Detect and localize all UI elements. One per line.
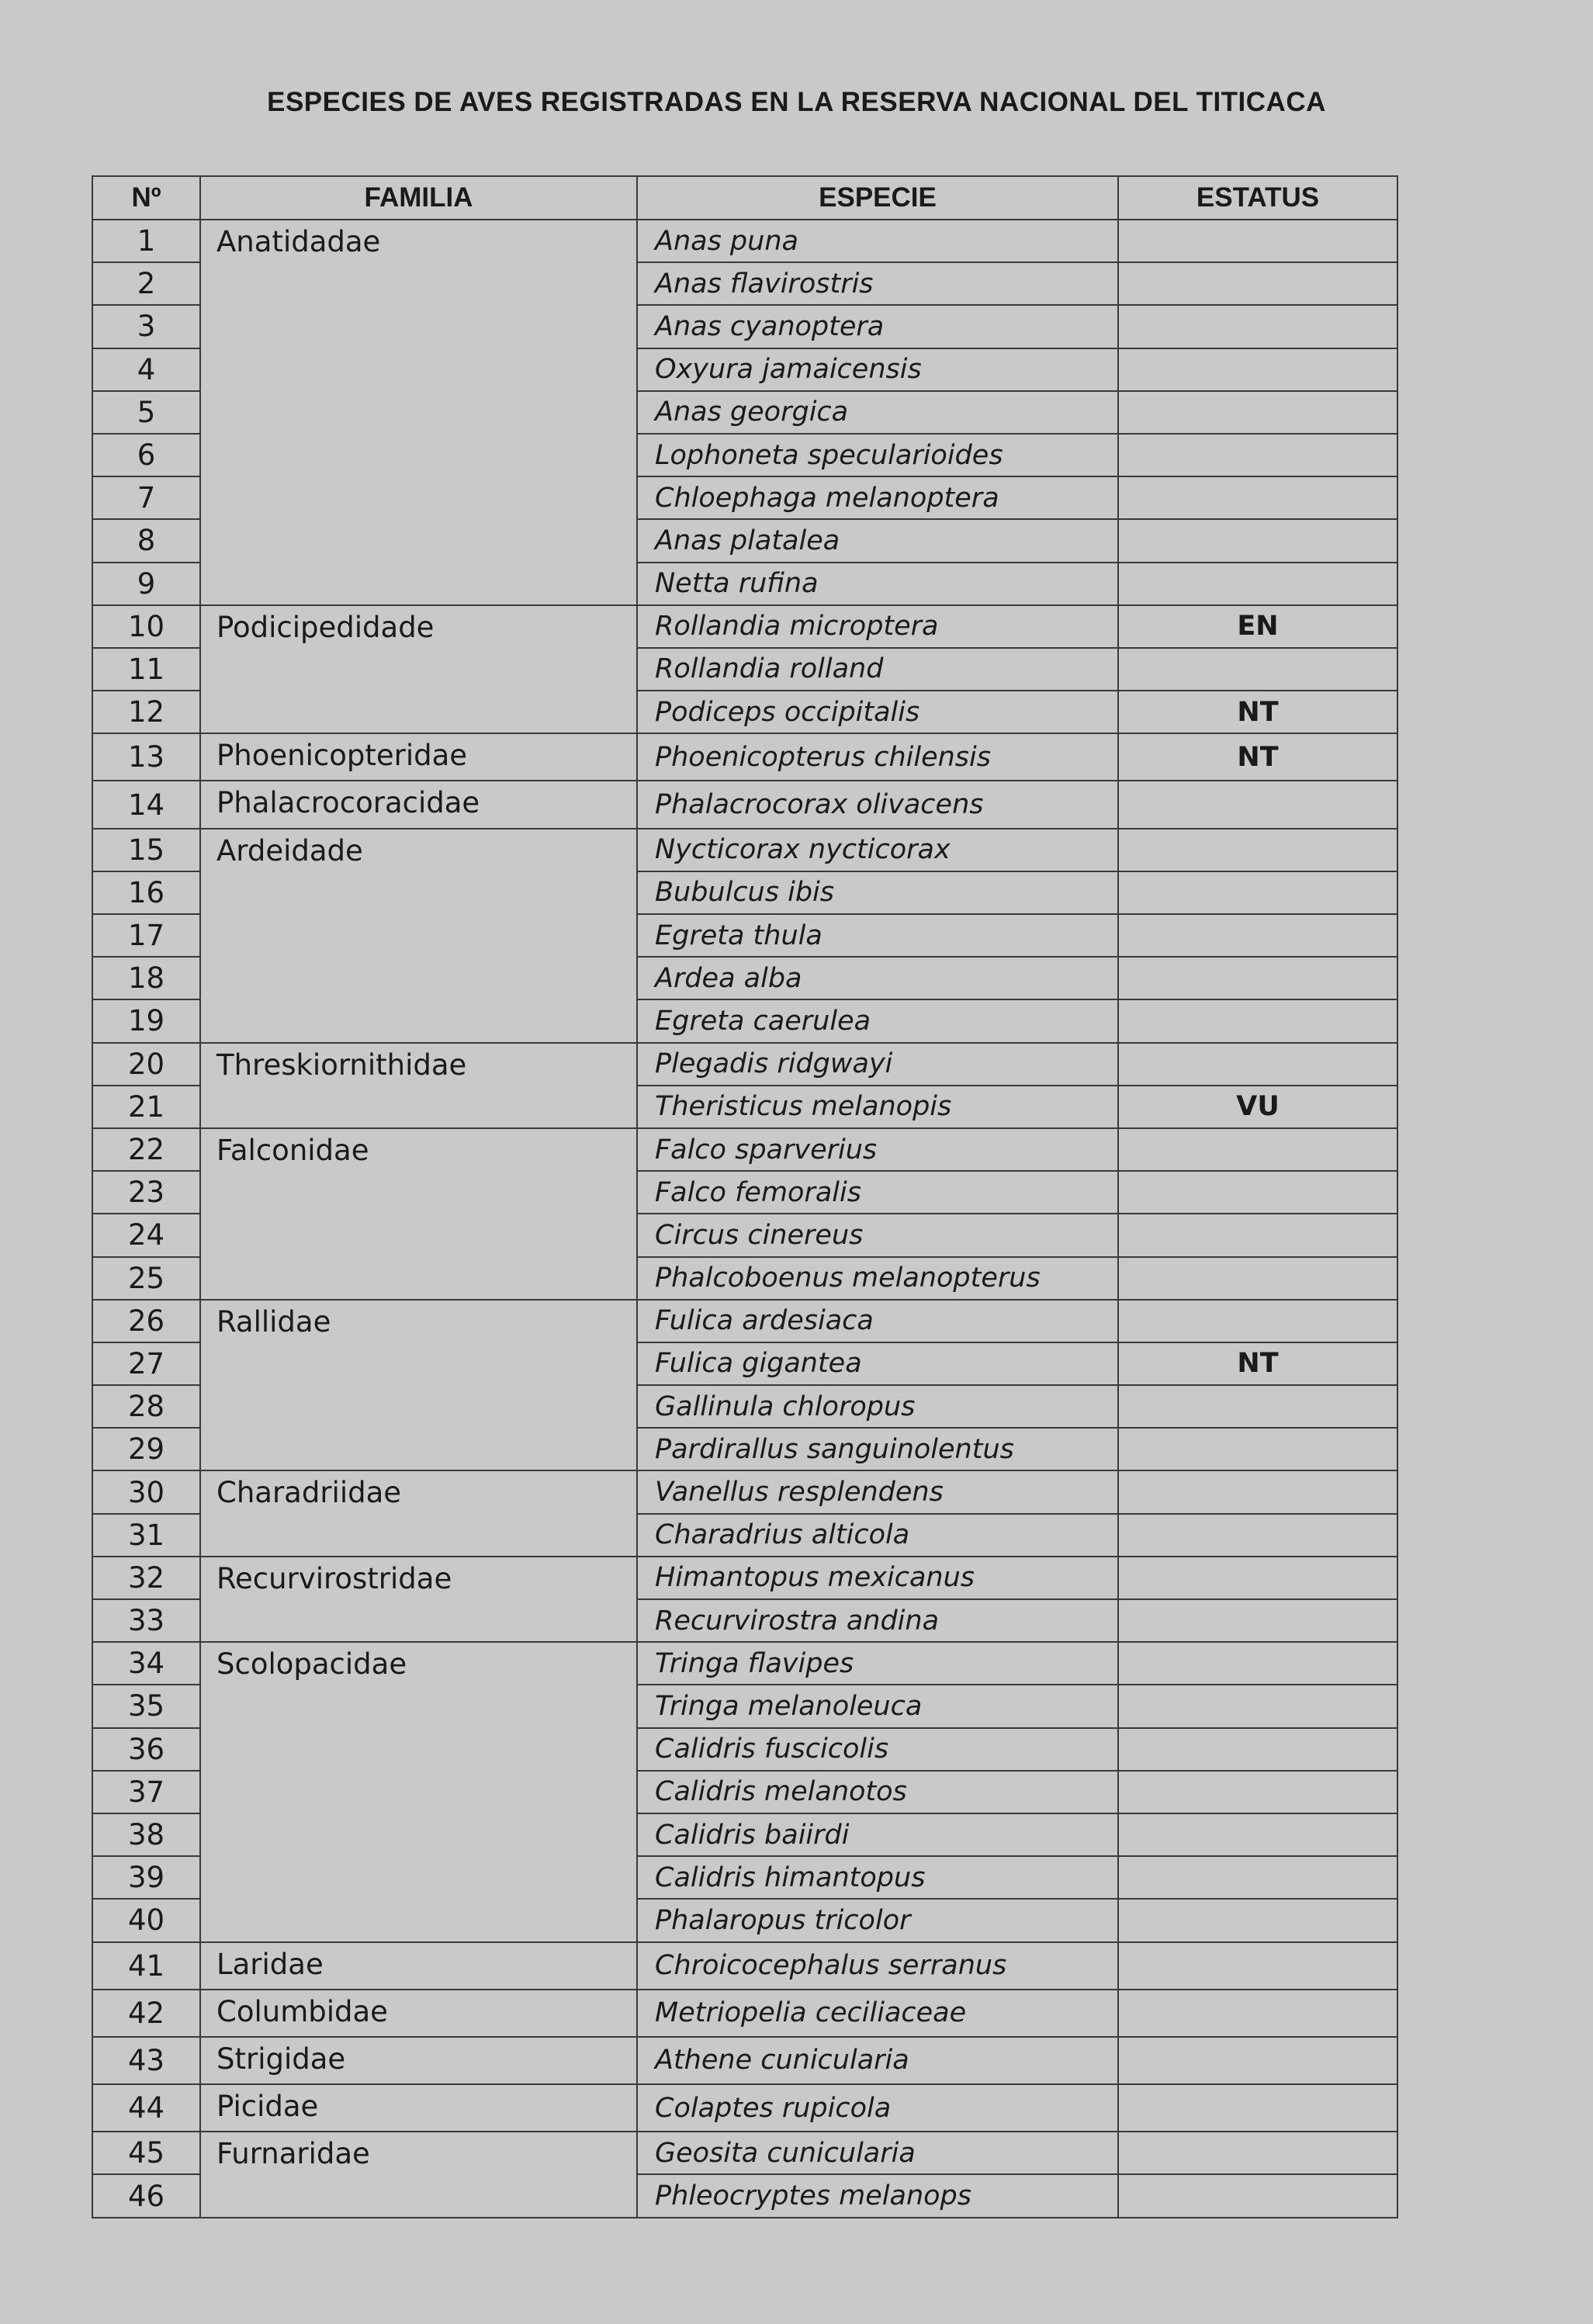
table-row <box>92 2037 1397 2084</box>
header-status: ESTATUS <box>1118 176 1397 220</box>
species-name: Tringa melanoleuca <box>637 1685 1118 1727</box>
status-cell <box>1118 1385 1397 1428</box>
species-table <box>92 175 1398 2218</box>
status-cell <box>1118 519 1397 562</box>
row-number: 26 <box>92 1300 200 1342</box>
species-name: Calidris fuscicolis <box>637 1728 1118 1771</box>
species-name: Chloephaga melanoptera <box>637 476 1118 519</box>
row-number: 44 <box>92 2084 200 2132</box>
status-cell <box>1118 1428 1397 1470</box>
row-number: 28 <box>92 1385 200 1428</box>
row-number: 46 <box>92 2174 200 2217</box>
table-header-row <box>92 176 1397 220</box>
species-name: Anas puna <box>637 220 1118 262</box>
status-cell <box>1118 476 1397 519</box>
row-number: 10 <box>92 605 200 648</box>
status-cell <box>1118 957 1397 999</box>
species-name: Ardea alba <box>637 957 1118 999</box>
species-name: Gallinula chloropus <box>637 1385 1118 1428</box>
status-cell <box>1118 1642 1397 1685</box>
species-name: Calidris melanotos <box>637 1771 1118 1813</box>
status-cell <box>1118 1771 1397 1813</box>
row-number: 20 <box>92 1043 200 1086</box>
row-number: 22 <box>92 1128 200 1171</box>
row-number: 33 <box>92 1599 200 1642</box>
table-row <box>92 733 1397 781</box>
species-name: Geosita cunicularia <box>637 2132 1118 2174</box>
row-number: 14 <box>92 781 200 828</box>
row-number: 4 <box>92 348 200 391</box>
species-name: Falco femoralis <box>637 1171 1118 1214</box>
status-cell: EN <box>1118 605 1397 648</box>
status-cell <box>1118 2037 1397 2084</box>
row-number: 5 <box>92 391 200 434</box>
status-cell <box>1118 1300 1397 1342</box>
status-cell <box>1118 348 1397 391</box>
status-cell <box>1118 1557 1397 1599</box>
species-name: Tringa flavipes <box>637 1642 1118 1685</box>
row-number: 23 <box>92 1171 200 1214</box>
table-row <box>92 1043 1397 1086</box>
table-row <box>92 1128 1397 1171</box>
species-name: Anas georgica <box>637 391 1118 434</box>
table-row <box>92 781 1397 828</box>
status-cell <box>1118 2174 1397 2217</box>
species-name: Oxyura jamaicensis <box>637 348 1118 391</box>
header-number: Nº <box>92 176 200 220</box>
species-name: Theristicus melanopis <box>637 1086 1118 1128</box>
header-species: ESPECIE <box>637 176 1118 220</box>
species-name: Phalcoboenus melanopterus <box>637 1257 1118 1300</box>
row-number: 25 <box>92 1257 200 1300</box>
row-number: 15 <box>92 829 200 871</box>
species-name: Lophoneta specularioides <box>637 434 1118 476</box>
species-name: Phleocryptes melanops <box>637 2174 1118 2217</box>
species-name: Charadrius alticola <box>637 1514 1118 1557</box>
row-number: 31 <box>92 1514 200 1557</box>
species-name: Phalacrocorax olivacens <box>637 781 1118 828</box>
table-row <box>92 605 1397 648</box>
table-row <box>92 1300 1397 1342</box>
row-number: 39 <box>92 1856 200 1899</box>
status-cell <box>1118 1514 1397 1557</box>
row-number: 30 <box>92 1470 200 1513</box>
row-number: 35 <box>92 1685 200 1727</box>
status-cell: VU <box>1118 1086 1397 1128</box>
row-number: 34 <box>92 1642 200 1685</box>
species-name: Athene cunicularia <box>637 2037 1118 2084</box>
table-row <box>92 1990 1397 2037</box>
species-name: Recurvirostra andina <box>637 1599 1118 1642</box>
status-cell <box>1118 1856 1397 1899</box>
row-number: 27 <box>92 1342 200 1385</box>
family-cell: Columbidae <box>200 1990 637 2037</box>
family-cell: Picidae <box>200 2084 637 2132</box>
row-number: 13 <box>92 733 200 781</box>
family-cell: Podicipedidade <box>200 605 637 734</box>
status-cell <box>1118 999 1397 1042</box>
family-cell: Falconidae <box>200 1128 637 1300</box>
row-number: 43 <box>92 2037 200 2084</box>
species-name: Phalaropus tricolor <box>637 1899 1118 1941</box>
status-cell <box>1118 1813 1397 1856</box>
status-cell <box>1118 391 1397 434</box>
species-name: Rollandia microptera <box>637 605 1118 648</box>
family-cell: Ardeidade <box>200 829 637 1043</box>
status-cell <box>1118 1942 1397 1990</box>
row-number: 36 <box>92 1728 200 1771</box>
species-name: Fulica gigantea <box>637 1342 1118 1385</box>
status-cell: NT <box>1118 1342 1397 1385</box>
family-cell: Furnaridae <box>200 2132 637 2217</box>
row-number: 12 <box>92 691 200 733</box>
table-row <box>92 1557 1397 1599</box>
row-number: 17 <box>92 914 200 957</box>
row-number: 45 <box>92 2132 200 2174</box>
status-cell <box>1118 1128 1397 1171</box>
row-number: 16 <box>92 871 200 914</box>
species-name: Calidris baiirdi <box>637 1813 1118 1856</box>
status-cell <box>1118 305 1397 348</box>
species-name: Fulica ardesiaca <box>637 1300 1118 1342</box>
row-number: 18 <box>92 957 200 999</box>
row-number: 38 <box>92 1813 200 1856</box>
family-cell: Laridae <box>200 1942 637 1990</box>
row-number: 9 <box>92 563 200 605</box>
table-row <box>92 829 1397 871</box>
status-cell <box>1118 563 1397 605</box>
status-cell <box>1118 1685 1397 1727</box>
species-name: Egreta thula <box>637 914 1118 957</box>
row-number: 8 <box>92 519 200 562</box>
status-cell <box>1118 1899 1397 1941</box>
status-cell <box>1118 781 1397 828</box>
row-number: 6 <box>92 434 200 476</box>
family-cell: Threskiornithidae <box>200 1043 637 1128</box>
species-name: Nycticorax nycticorax <box>637 829 1118 871</box>
status-cell: NT <box>1118 691 1397 733</box>
family-cell: Strigidae <box>200 2037 637 2084</box>
species-name: Colaptes rupicola <box>637 2084 1118 2132</box>
species-name: Vanellus resplendens <box>637 1470 1118 1513</box>
family-cell: Scolopacidae <box>200 1642 637 1941</box>
row-number: 7 <box>92 476 200 519</box>
row-number: 11 <box>92 648 200 691</box>
species-name: Netta rufina <box>637 563 1118 605</box>
table-row <box>92 220 1397 262</box>
family-cell: Charadriidae <box>200 1470 637 1556</box>
row-number: 24 <box>92 1214 200 1256</box>
status-cell <box>1118 434 1397 476</box>
species-name: Circus cinereus <box>637 1214 1118 1256</box>
species-name: Falco sparverius <box>637 1128 1118 1171</box>
species-name: Anas cyanoptera <box>637 305 1118 348</box>
status-cell <box>1118 1257 1397 1300</box>
species-name: Himantopus mexicanus <box>637 1557 1118 1599</box>
row-number: 37 <box>92 1771 200 1813</box>
family-cell: Phoenicopteridae <box>200 733 637 781</box>
header-family: FAMILIA <box>200 176 637 220</box>
species-name: Calidris himantopus <box>637 1856 1118 1899</box>
status-cell <box>1118 1043 1397 1086</box>
species-name: Anas platalea <box>637 519 1118 562</box>
species-name: Anas flavirostris <box>637 262 1118 305</box>
status-cell <box>1118 262 1397 305</box>
status-cell <box>1118 2132 1397 2174</box>
row-number: 2 <box>92 262 200 305</box>
species-name: Egreta caerulea <box>637 999 1118 1042</box>
status-cell <box>1118 1990 1397 2037</box>
table-row <box>92 1470 1397 1513</box>
family-cell: Recurvirostridae <box>200 1557 637 1642</box>
table-row <box>92 1942 1397 1990</box>
document-title: ESPECIES DE AVES REGISTRADAS EN LA RESERVA NACIONAL DEL TITICACA <box>267 87 1326 117</box>
species-name: Phoenicopterus chilensis <box>637 733 1118 781</box>
status-cell <box>1118 1214 1397 1256</box>
family-cell: Rallidae <box>200 1300 637 1471</box>
status-cell <box>1118 2084 1397 2132</box>
table-row <box>92 1642 1397 1685</box>
row-number: 42 <box>92 1990 200 2037</box>
status-cell: NT <box>1118 733 1397 781</box>
status-cell <box>1118 914 1397 957</box>
table-body <box>92 220 1397 2218</box>
family-cell: Phalacrocoracidae <box>200 781 637 828</box>
species-name: Podiceps occipitalis <box>637 691 1118 733</box>
species-name: Rollandia rolland <box>637 648 1118 691</box>
table-row <box>92 2132 1397 2174</box>
row-number: 21 <box>92 1086 200 1128</box>
status-cell <box>1118 1470 1397 1513</box>
row-number: 41 <box>92 1942 200 1990</box>
species-name: Chroicocephalus serranus <box>637 1942 1118 1990</box>
status-cell <box>1118 1599 1397 1642</box>
species-name: Plegadis ridgwayi <box>637 1043 1118 1086</box>
species-name: Bubulcus ibis <box>637 871 1118 914</box>
row-number: 1 <box>92 220 200 262</box>
status-cell <box>1118 871 1397 914</box>
status-cell <box>1118 220 1397 262</box>
species-name: Pardirallus sanguinolentus <box>637 1428 1118 1470</box>
table-row <box>92 2084 1397 2132</box>
row-number: 3 <box>92 305 200 348</box>
family-cell: Anatidadae <box>200 220 637 605</box>
species-name: Metriopelia ceciliaceae <box>637 1990 1118 2037</box>
row-number: 32 <box>92 1557 200 1599</box>
status-cell <box>1118 1171 1397 1214</box>
status-cell <box>1118 1728 1397 1771</box>
row-number: 40 <box>92 1899 200 1941</box>
status-cell <box>1118 829 1397 871</box>
status-cell <box>1118 648 1397 691</box>
row-number: 29 <box>92 1428 200 1470</box>
row-number: 19 <box>92 999 200 1042</box>
